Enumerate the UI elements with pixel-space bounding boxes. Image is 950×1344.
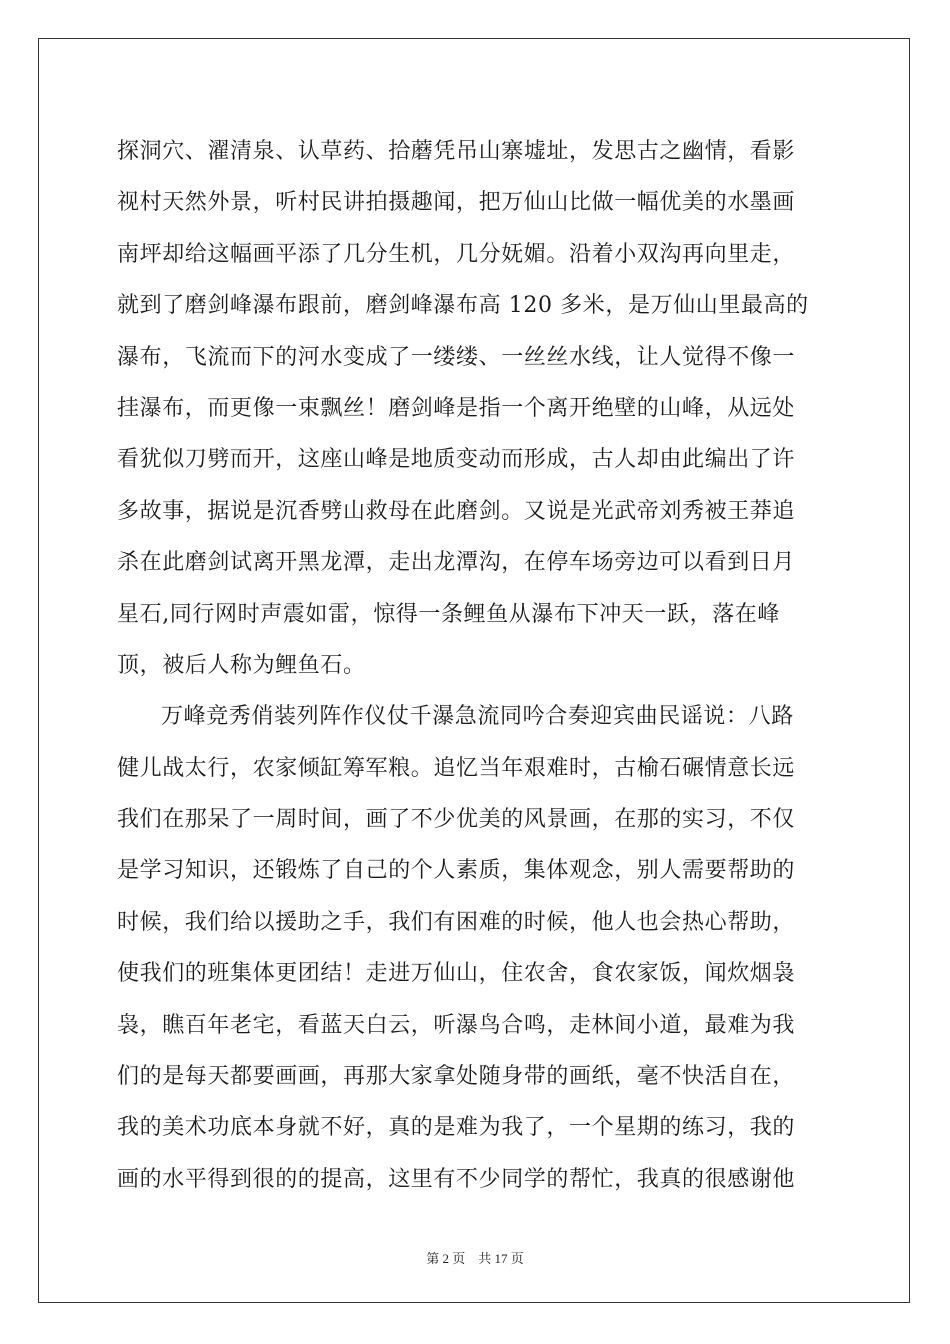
text-line: 顶，被后人称为鲤鱼石。 (117, 652, 366, 678)
text-line: 看犹似刀劈而开，这座山峰是地质变动而形成，古人却由此编出了许 (117, 447, 796, 473)
text-line: 是学习知识，还锻炼了自己的个人素质，集体观念，别人需要帮助的 (117, 858, 796, 884)
text-line: 使我们的班集体更团结！走进万仙山，住农舍，食农家饭，闻炊烟袅 (117, 961, 796, 987)
text-line: 画的水平得到很的的提高，这里有不少同学的帮忙，我真的很感谢他 (117, 1166, 796, 1192)
text-line: 袅，瞧百年老宅，看蓝天白云，听瀑鸟合鸣，走林间小道，最难为我 (117, 1012, 796, 1038)
text-line: 星石,同行网时声震如雷，惊得一条鲤鱼从瀑布下冲天一跃，落在峰 (117, 601, 780, 627)
text-line: 南坪却给这幅画平添了几分生机，几分妩媚。沿着小双沟再向里走， (117, 241, 796, 267)
text-line: 探洞穴、濯清泉、认草药、拾蘑凭吊山寨墟址，发思古之幽情，看影 (117, 139, 796, 164)
text-line: 挂瀑布，而更像一束飘丝！磨剑峰是指一个离开绝壁的山峰，从远处 (117, 395, 796, 421)
page-number: 第 2 页 共 17 页 (426, 1251, 524, 1266)
text-line: 们的是每天都要画画，再那大家拿处随身带的画纸，毫不快活自在， (117, 1064, 796, 1090)
document-body (117, 126, 837, 1205)
text-line: 健儿战太行，农家倾缸筹军粮。追忆当年艰难时，古榆石碾情意长远 (117, 755, 796, 781)
text-line: 杀在此磨剑试离开黑龙潭，走出龙潭沟，在停车场旁边可以看到日月 (117, 550, 796, 576)
text-line: 就到了磨剑峰瀑布跟前，磨剑峰瀑布高 120 多米，是万仙山里最高的 (117, 293, 809, 319)
paragraph-first-line: 万峰竞秀俏装列阵作仪仗千瀑急流同吟合奏迎宾曲民谣说：八路 (161, 704, 794, 730)
text-line: 我的美术功底本身就不好，真的是难为我了，一个星期的练习，我的 (117, 1115, 796, 1141)
text-line: 多故事，据说是沉香劈山救母在此磨剑。又说是光武帝刘秀被王莽追 (117, 498, 796, 524)
text-line: 我们在那呆了一周时间，画了不少优美的风景画，在那的实习，不仅 (117, 807, 796, 833)
text-line: 时候，我们给以援助之手，我们有困难的时候，他人也会热心帮助， (117, 909, 796, 935)
text-line: 瀑布，飞流而下的河水变成了一缕缕、一丝丝水线，让人觉得不像一 (117, 344, 796, 370)
text-line: 视村天然外景，听村民讲拍摄趣闻，把万仙山比做一幅优美的水墨画 (117, 190, 796, 216)
